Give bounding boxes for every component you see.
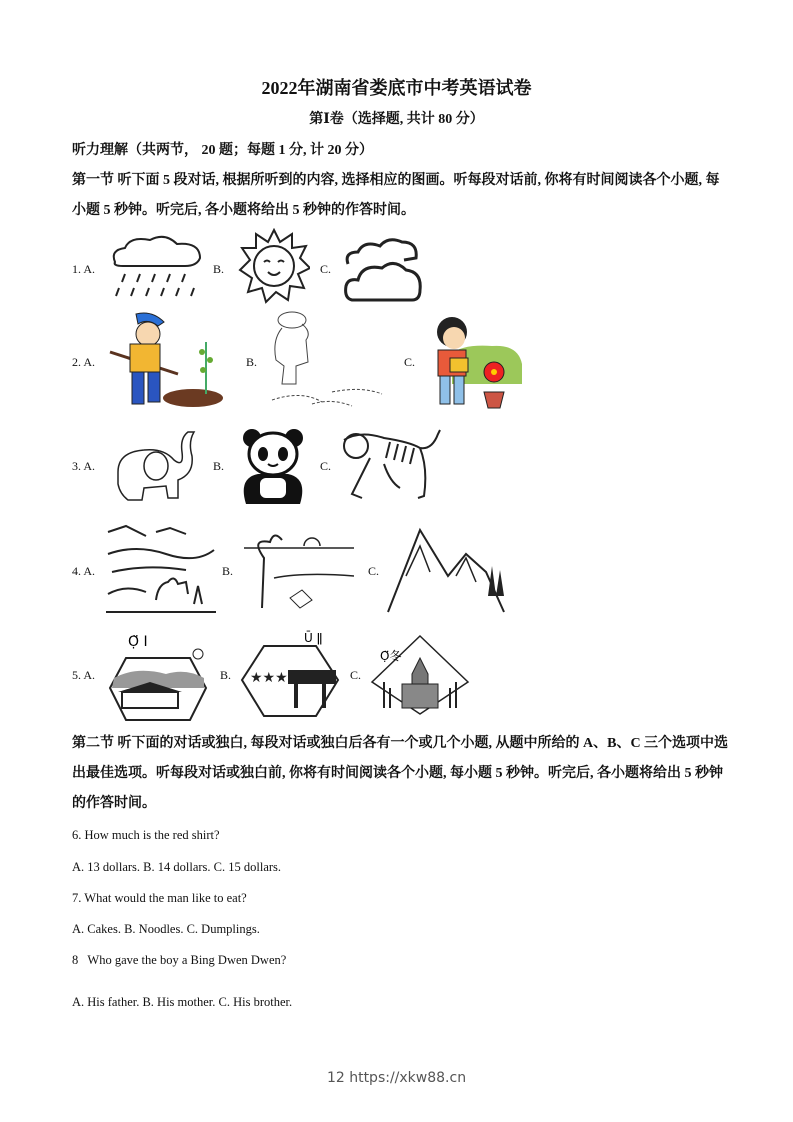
svg-text:Ọ̈ I: Ọ̈ I (128, 634, 148, 650)
church-diamond-icon (370, 634, 470, 718)
option-c-label: C. (368, 564, 380, 578)
page-title: 2022年湖南省娄底市中考英语试卷 (261, 78, 532, 98)
question-3-label: 3. A. (72, 459, 96, 473)
question-5-label: 5. A. (72, 668, 96, 682)
mountains-icon (386, 526, 506, 614)
svg-text:★★★: ★★★ (250, 671, 288, 686)
svg-text:Ū ǁ: Ū ǁ (304, 631, 323, 645)
section1-instructions: 第一节 听下面 5 段对话, 根据所听到的内容, 选择相应的图画。听每段对话前, 你将有时间阅读各个小题, 每小题 5 秒钟。听完后, 各小题将给出 5 秒钟的作答时间。 (72, 173, 720, 218)
question-1-label: 1. A. (72, 262, 96, 276)
option-b-label: B. (246, 355, 258, 369)
listening-header: 听力理解（共两节， 20 题；每题 1 分, 计 20 分） (72, 143, 373, 158)
question-8-options: A. His father. B. His mother. C. His brother. (72, 995, 293, 1009)
option-c-label: C. (350, 668, 362, 682)
question-8: 8 Who gave the boy a Bing Dwen Dwen? (72, 953, 287, 967)
option-c-label: C. (320, 459, 332, 473)
man-bending-over-icon (262, 310, 394, 408)
option-b-label: B. (220, 668, 232, 682)
pavilion-hexagon-icon (106, 628, 210, 724)
svg-text:Ọ̈冬: Ọ̈冬 (380, 649, 402, 663)
elephant-icon (108, 428, 208, 504)
question-6-options: A. 13 dollars. B. 14 dollars. C. 15 dollars. (72, 860, 282, 874)
section-subtitle: 第Ⅰ卷（选择题, 共计 80 分） (309, 112, 484, 127)
gate-stars-hexagon-icon (240, 628, 340, 720)
boy-planting-tree-icon (108, 312, 240, 408)
page-footer: 12 https://xkw88.cn (326, 1070, 467, 1086)
panda-icon (238, 428, 308, 506)
option-b-label: B. (213, 262, 225, 276)
section2-instructions: 第二节 听下面的对话或独白, 每段对话或独白后各有一个或几个小题, 从题中所给的 A、B、C 三个选项中选出最佳选项。听每段对话或独白前, 你将有时间阅读各个小题, 每小题 5 秒钟。听完后, 各小题将给出 5 秒钟的作答时间。 (72, 736, 729, 811)
desert-camels-icon (106, 524, 216, 614)
option-b-label: B. (213, 459, 225, 473)
question-6: 6. How much is the red shirt? (72, 828, 220, 842)
boy-watering-flower-icon (422, 314, 524, 410)
option-c-label: C. (320, 262, 332, 276)
option-c-label: C. (404, 355, 416, 369)
clouds-icon (342, 234, 424, 306)
smiling-sun-icon (238, 228, 310, 304)
question-7: 7. What would the man like to eat? (72, 891, 247, 905)
option-b-label: B. (222, 564, 234, 578)
question-2-label: 2. A. (72, 355, 96, 369)
rain-cloud-icon (105, 232, 205, 304)
tiger-icon (340, 428, 446, 506)
question-7-options: A. Cakes. B. Noodles. C. Dumplings. (72, 922, 260, 936)
beach-palm-tree-icon (244, 528, 354, 610)
question-4-label: 4. A. (72, 564, 96, 578)
